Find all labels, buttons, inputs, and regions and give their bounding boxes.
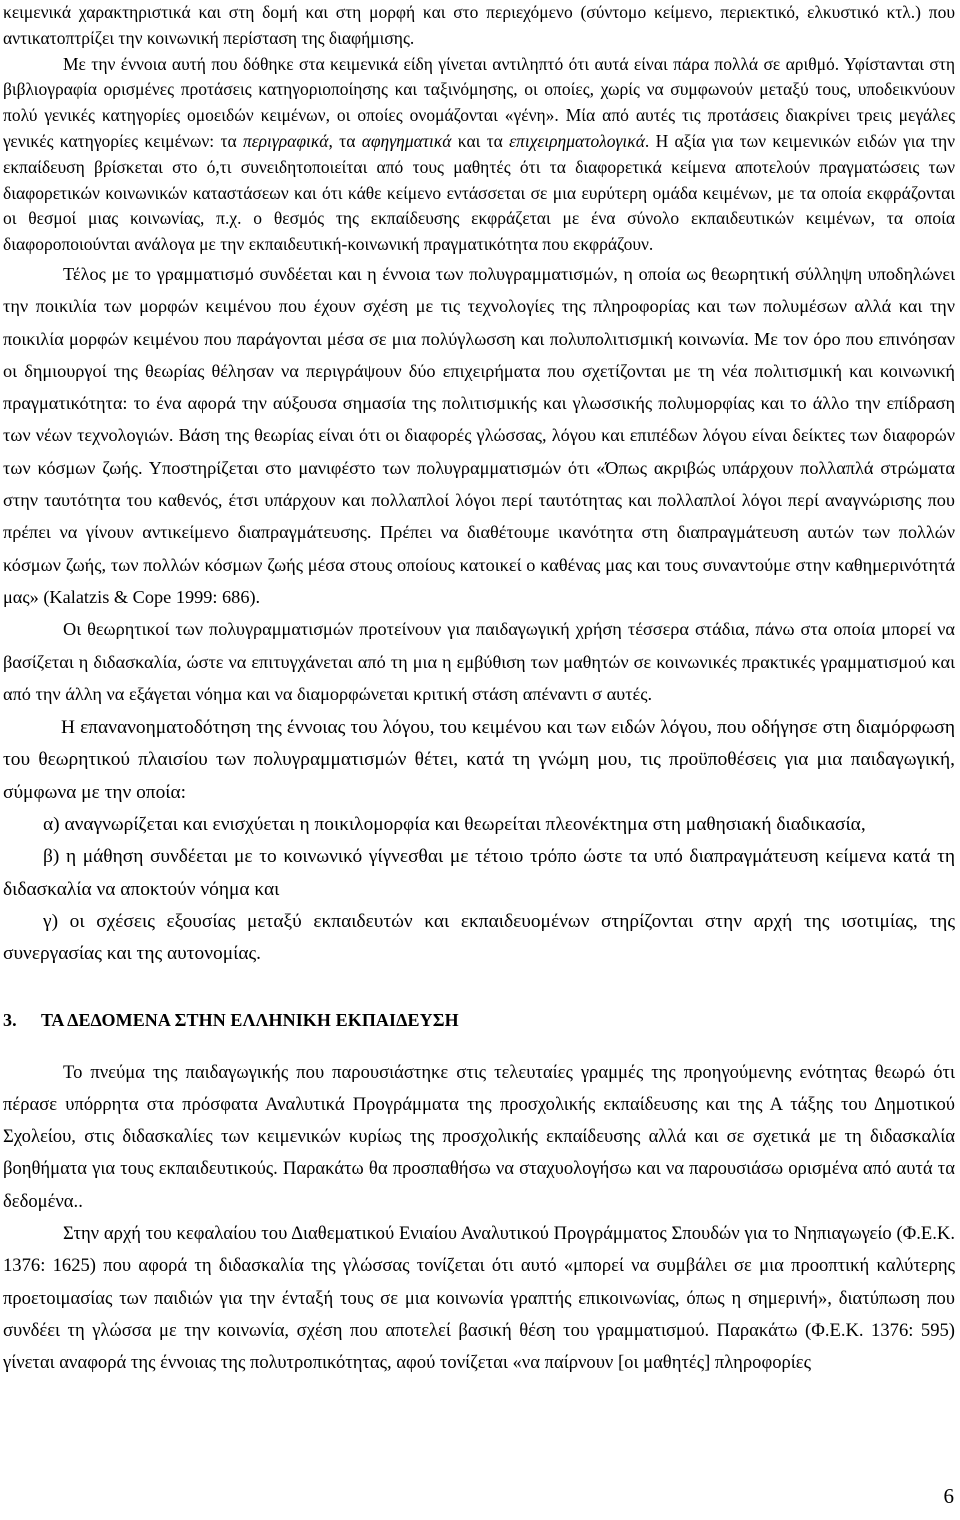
section-number: 3. (3, 1009, 17, 1030)
list-item-b (3, 841, 955, 906)
section-title: ΤΑ ΔΕΔΟΜΕΝΑ ΣΤΗΝ ΕΛΛΗΝΙΚΗ ΕΚΠΑΙΔΕΥΣΗ (41, 1009, 459, 1030)
genre-argumentative: επιχειρηματολογικά (509, 130, 645, 151)
paragraph-genres (3, 0, 955, 258)
list-item-a-text: α) αναγνωρίζεται και ενισχύεται η ποικιλομορφία και θεωρείται πλεονέκτημα στη μαθησιακή διαδικασία, (43, 814, 866, 836)
section-heading (3, 1007, 955, 1033)
paragraph-kindergarten-curriculum: Στην αρχή του κεφαλαίου του Διαθεματικού Ενιαίου Αναλυτικού Προγράμματος Σπουδών για το Νηπιαγωγείο (Φ.Ε.Κ. 1376: 1625) που αφορά τη διδασκαλία της γλώσσας τονίζεται ότι αυτό «μπορεί να συμβάλει σε μια προοπτική καλύτερης προετοιμασίας των παιδιών για την ένταξή τους σε μια κοινωνία γραπτής επικοινωνίας, όπως η σημερινή», διατύπωση που συνδέει τη γλώσσα με την κοινωνία, σχέση που αποτελεί βασική θέση του γραμματισμού. Παρακάτω (Φ.Ε.Κ. 1376: 595) γίνεται αναφορά της έννοιας της πολυτροπικότητας, αφού τονίζεται «να παίρνουν [οι μαθητές] πληροφορίες (3, 1222, 955, 1374)
page-number: 6 (943, 1484, 954, 1508)
list-item-c (3, 906, 955, 971)
genre-descriptive: περιγραφικά (242, 130, 329, 151)
list-item-b-text: β) η μάθηση συνδέεται με το κοινωνικό γίγνεσθαι με τέτοιο τρόπο ώστε τα υπό διαπραγμάτευση κείμενα κατά τη διδασκαλία να αποκτούν νόημα και (3, 846, 955, 900)
document-page (3, 0, 955, 1379)
paragraph-pedagogy-stages: Οι θεωρητικοί των πολυγραμματισμών προτείνουν για παιδαγωγική χρήση τέσσερα στάδια, πάνω στα οποία μπορεί να βασίζεται η διδασκαλία, ώστε να επιτυγχάνεται από τη μια η εμβύθιση των μαθητών σε κοινωνικές πρακτικές γραμματισμού και από την άλλη να εξάγεται νόημα και να διαμορφώνεται κριτική στάση απέναντι σ αυτές. (3, 619, 955, 704)
paragraph-greek-curricula: Το πνεύμα της παιδαγωγικής που παρουσιάστηκε στις τελευταίες γραμμές της προηγούμενης ενότητας θεωρώ ότι πέρασε υπόρρητα στα πρόσφατα Αναλυτικά Προγράμματα της προσχολικής εκπαίδευσης και της Α τάξης του Δημοτικού Σχολείου, στις διδασκαλίες των κειμενικών κυρίως της προσχολικής εκπαίδευσης αλλά και σε σχετικά με τη διδασκαλία βοηθήματα για τους εκπαιδευτικούς. Παρακάτω θα προσπαθήσω να σταχυολογήσω και να παρουσιάσω ορισμένα από αυτά τα δεδομένα.. (3, 1061, 955, 1212)
genre-separator: , τα (328, 130, 362, 151)
list-item-a (3, 809, 955, 841)
paragraph-genres-body: Με την έννοια αυτή που δόθηκε στα κειμενικά είδη γίνεται αντιληπτό ότι αυτά είναι πάρα πολλά σε αριθμό. Υφίστανται στη βιβλιογραφία ορισμένες προτάσεις κατηγοριοποίησης και ταξινόμησης, οι οποίες, χωρίς να συμφωνούν μεταξύ τους, υποδεικνύουν πολύ γενικές κατηγορίες ομοειδών κειμένων, οι οποίες ονομάζονται «γένη». Μία από αυτές τις προτάσεις διακρίνει τρεις μεγάλες γενικές κατηγορίες κειμένων: τα (3, 53, 955, 151)
genre-narrative: αφηγηματικά (361, 130, 452, 151)
list-item-c-text: γ) οι σχέσεις εξουσίας μεταξύ εκπαιδευτών και εκπαιδευομένων στηρίζονται στην αρχή της ισοτιμίας, της συνεργασίας και της αυτονομίας. (3, 910, 955, 965)
genre-separator: και τα (451, 130, 510, 151)
paragraph-genres-tail: . Η αξία για των κειμενικών ειδών για την εκπαίδευση βρίσκεται στο ό,τι συνειδητοποιείται από τους μαθητές ότι τα διαφορετικά κείμενα αποτελούν πραγματώσεις των διαφορετικών κοινωνικών καταστάσεων και ότι κάθε κείμενο εντάσσεται σε μια ευρύτερη ομάδα κειμένων, με τα οποία εκφράζονται οι θεσμοί μιας κοινωνίας, π.χ. ο θεσμός της εκπαίδευσης εκφράζεται με ένα σύνολο εκπαιδευτικών κειμένων, τα οποία διαφοροποιούνται ανάλογα με την εκπαιδευτική-κοινωνική πραγματικότητα που εκφράζουν. (3, 130, 956, 255)
paragraph-multiliteracies: Τέλος με το γραμματισμό συνδέεται και η έννοια των πολυγραμματισμών, η οποία ως θεωρητική σύλληψη υποδηλώνει την ποικιλία των μορφών κειμένου που έχουν σχέση με τις τεχνολογίες της πληροφορίας και των πολυμέσων αλλά και την ποικιλία μορφών κειμένου που παράγονται μέσα σε μια πολύγλωσση και πολυπολιτισμική κοινωνία. Με τον όρο που επινόησαν οι δημιουργοί της θεωρίας θέλησαν να περιγράψουν δύο επιχειρήματα που σχετίζονται με τη νέα πολιτισμική και κοινωνική πραγματικότητα: το ένα αφορά την αύξουσα σημασία της πολιτισμικής και γλωσσικής πολυμορφίας και το άλλο την επίδραση των νέων τεχνολογιών. Βάση της θεωρίας είναι ότι οι διαφορές γλώσσας, λόγου και επιπέδων λόγου είναι δείκτες των διαφορών των κόσμων ζωής. Υποστηρίζεται στο μανιφέστο των πολυγραμματισμών ότι «Όπως ακριβώς υπάρχουν πολλαπλά στρώματα στην ταυτότητα του καθενός, έτσι υπάρχουν και πολλαπλοί λόγοι περί ταυτότητας και πολλαπλοί λόγοι περί αναγνώρισης που πρέπει να γίνουν αντικείμενο διαπραγμάτευσης. Πρέπει να διαθέτουμε ικανότητα στη διαπραγμάτευση αυτών των πολλών κόσμων ζωής, των πολλών κόσμων ζωής μέσα στους οποίους κατοικεί ο καθένας μας και τους συναντούμε στην καθημερινότητά μας» (Kalatzis & Cope 1999: 686). (3, 263, 955, 607)
paragraph-resignification: Η επανανοηματοδότηση της έννοιας του λόγου, του κειμένου και των ειδών λόγου, που οδήγησε στη διαμόρφωση του θεωρητικού πλαισίου των πολυγραμματισμών θέτει, κατά τη γνώμη μου, τις προϋποθέσεις για μια παιδαγωγική, σύμφωνα με την οποία: (3, 717, 955, 803)
paragraph-genres-lead: κειμενικά χαρακτηριστικά και στη δομή και στη μορφή και στο περιεχόμενο (σύντομο κείμενο, περιεκτικό, ελκυστικό κτλ.) που αντικατοπτρίζει την κοινωνική περίσταση της διαφήμισης. (3, 2, 955, 48)
